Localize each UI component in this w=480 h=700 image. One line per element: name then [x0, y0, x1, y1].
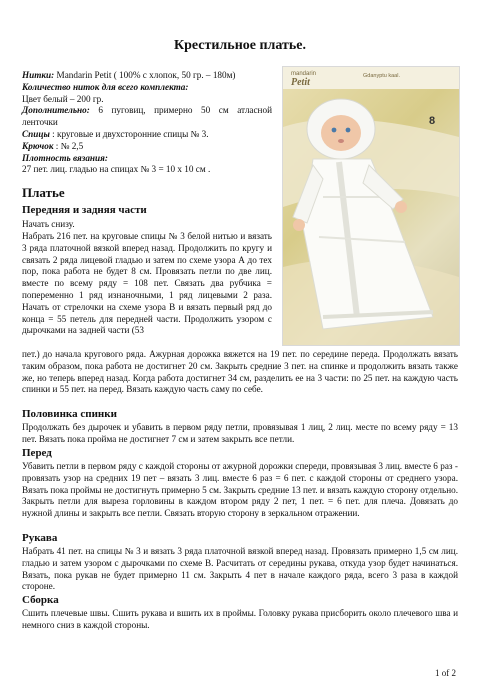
para-sleeves: Набрать 41 пет. на спицы № 3 и вязать 3 ряда платочной вязкой вперед назад. Провязать примерно 1,5 см лиц. гладью и затем узором с дырочками по схеме В. Расчитать от середины рукава, откуда узор будет начинаться. Вязать, пока рукав не будет примерно 11 см. Закрыть 4 пет в начале каждого ряда, всего 3 раза в каждой стороне. — [22, 546, 458, 592]
gauge-text: 27 пет. лиц. гладью на спицах № 3 = 10 х 10 см . — [22, 164, 211, 175]
gauge-label: Плотность вязания: — [22, 152, 108, 163]
brand-top: mandarin — [291, 71, 317, 77]
needles-text: : круговые и двухсторонние спицы № 3. — [49, 128, 209, 139]
amount-label: Количество ниток для всего комплекта: — [22, 81, 189, 92]
brand-right: Gdanyptu kaal. — [363, 73, 400, 79]
page-title: Крестильное платье. — [173, 38, 307, 53]
para-front-back-1: Набрать 216 пет. на круговые спицы № 3 белой нитью и вязать 3 ряда платочной вязкой вперед назад. Продолжить по кругу и связать 2 ряда лицевой гладью и затем по схеме узора А до тех пор, пока работа не будет 8 см. Провязать петли по две лиц. вместе по всему ряду = 108 пет. Связать два рубчика = попеременно 1 ряд изнаночными, 1 ряд лицевыми 2 раза. Начать от стрелочки на схеме узора В и вязать первый ряд до конца = 55 петель для передней части. Продолжить узором с дырочками на задней части (53 — [22, 231, 272, 336]
extra-label: Дополнительно: — [22, 105, 90, 116]
photo-page-number: 8 — [429, 115, 436, 127]
heading-half-back: Половинка спинки — [22, 408, 117, 420]
para-start: Начать снизу. — [22, 219, 75, 229]
para-front: Убавить петли в первом ряду с каждой стороны от ажурной дорожки спереди, провязывая 3 лиц. вместе 6 раз - провязать узор на средних 19 пет – вязать 3 лиц. вместе 6 раз = 6 пет. с каждой стороны от среднего узора. Вязать пока проймы не достигнуть примерно 5 см. Закрыть средние 13 пет. и вязать каждую сторону отдельно. Закрыть петли для выреза горловины в каждом втором ряду 2 пет, 1 пет. = 6 пет. для плеча. Довязать до нужной длины и закрыть все петли. Связать вторую сторону в зеркальном отражении. — [22, 461, 458, 519]
heading-assembly: Сборка — [22, 594, 59, 606]
hook-text: : № 2,5 — [53, 140, 84, 151]
christening-dress-photo — [282, 66, 460, 346]
dress-illustration — [283, 67, 459, 345]
para-front-back-2: пет.) до начала кругового ряда. Ажурная дорожка вяжется на 19 пет. по середине переда. Продолжать вязать таким образом, пока работа не достигнет 20 см. Закрыть средние 3 пет. на спинке и продолжить вязать также же, но теперь вперед назад. Когда работа достигнет 34 см, разделить ее на 3 части: по 25 пет. на каждую часть спинки и 55 пет. на перед. Вязать каждую часть саму по себе. — [22, 349, 458, 395]
section-heading-dress: Платье — [22, 185, 65, 200]
yarn-text: Mandarin Petit ( 100% с хлопок, 50 гр. – 180м) — [54, 70, 236, 80]
para-assembly: Сшить плечевые швы. Сшить рукава и вшить их в проймы. Головку рукава присборить около плечевого шва и немного сниз в каждой стороны. — [22, 608, 458, 630]
heading-sleeves: Рукава — [22, 532, 58, 544]
heading-front: Перед — [22, 447, 52, 459]
amount-text: Цвет белый – 200 гр. — [22, 93, 104, 104]
brand-name: Petit — [291, 77, 310, 88]
heading-front-back: Передняя и задняя части — [22, 204, 147, 216]
needles-label: Спицы — [22, 128, 50, 139]
page-footer: 1 of 2 — [435, 668, 456, 678]
extra-text: 6 пуговиц, примерно 50 см атласной ленточки — [22, 105, 272, 128]
materials-block — [22, 70, 272, 176]
para-half-back: Продолжать без дырочек и убавить в первом ряду петли, провязывая 1 лиц, 2 лиц. месте по всему ряду = 13 пет. Вязать пока пройма не достигнет 7 см и затем закрыть все петли. — [22, 422, 458, 444]
yarn-label: Нитки: — [22, 70, 55, 80]
hook-label: Крючок — [22, 140, 54, 151]
